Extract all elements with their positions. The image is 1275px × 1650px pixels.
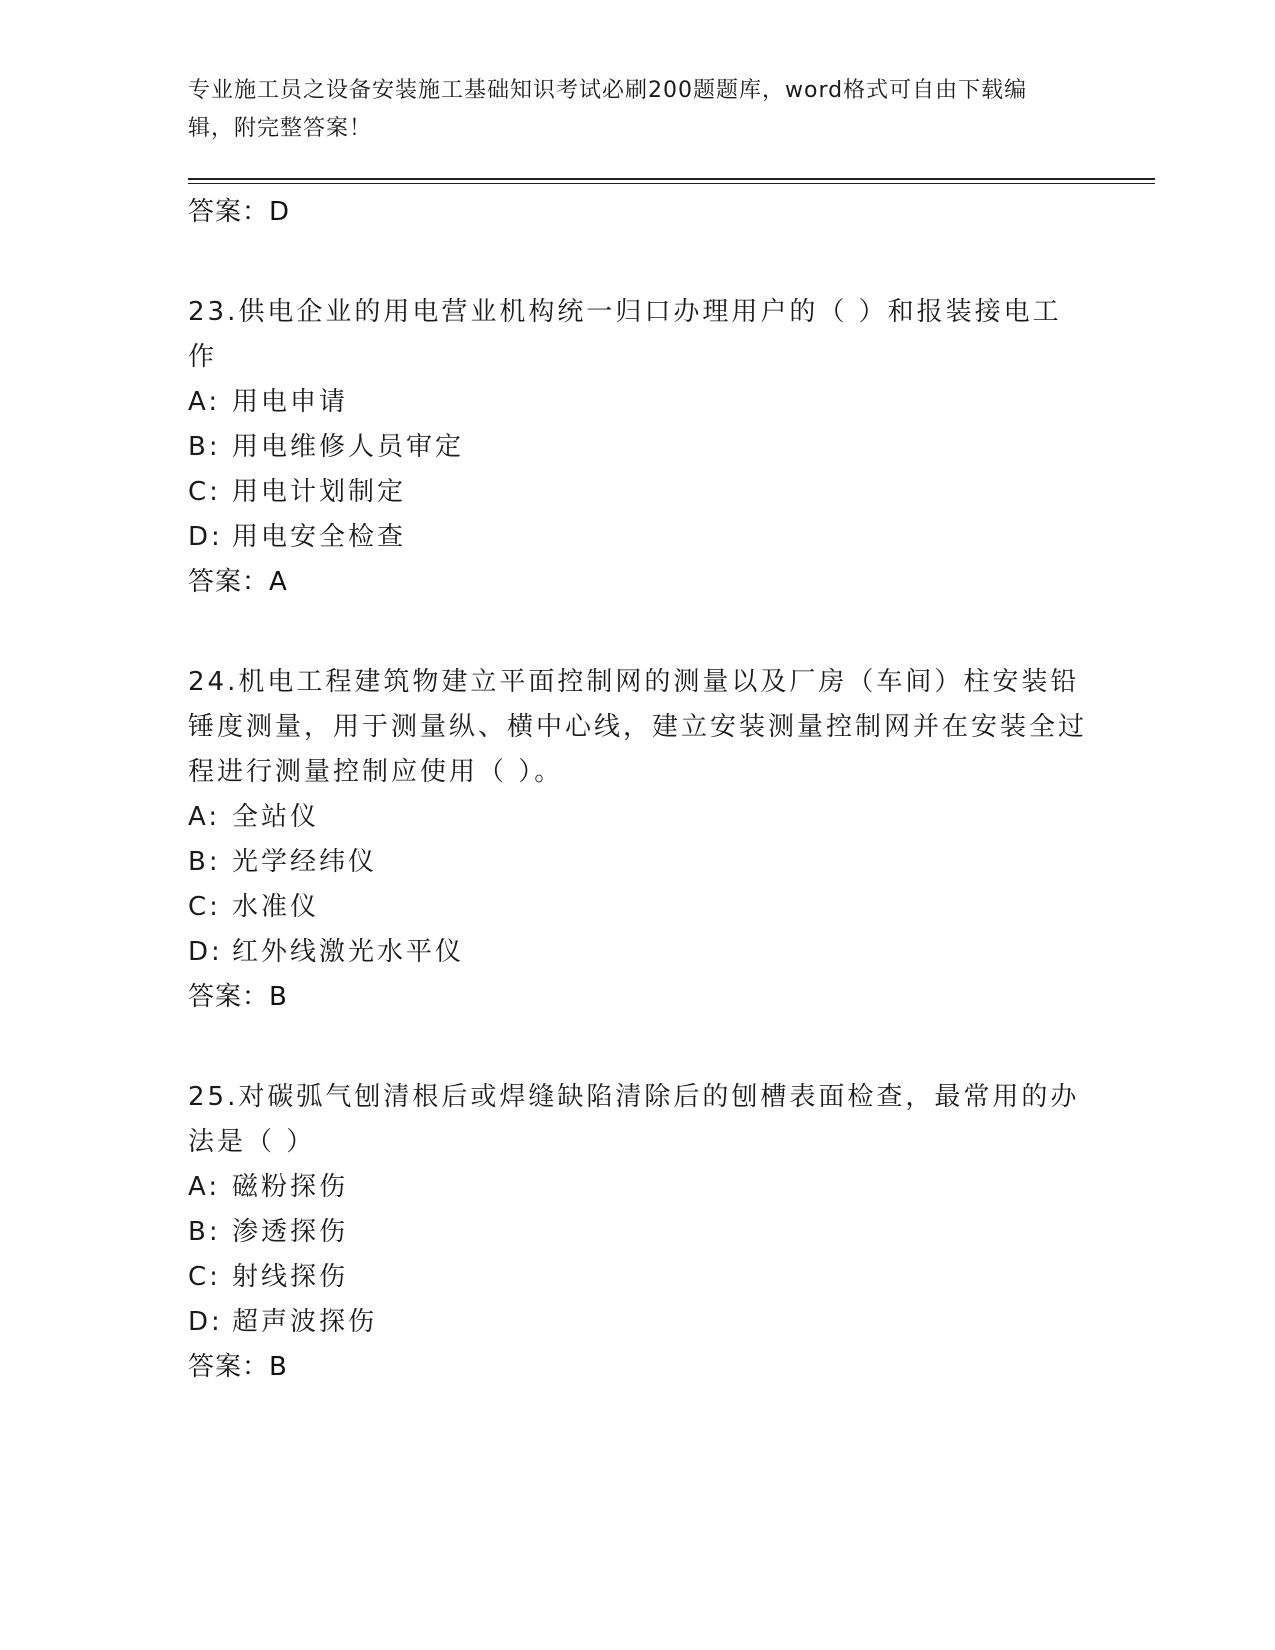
option-text: 用电申请 (232, 387, 349, 417)
option-text: 全站仪 (232, 802, 320, 832)
option-text: 射线探伤 (232, 1262, 349, 1292)
question-block-23 (188, 290, 1088, 604)
question-stem: 23.供电企业的用电营业机构统一归口办理用户的（ ）和报装接电工作 (188, 297, 1062, 372)
option-text: 用电计划制定 (232, 477, 407, 507)
option-d (188, 930, 1088, 975)
option-d (188, 515, 1088, 560)
option-text: 用电维修人员审定 (232, 432, 465, 462)
question-stem: 25.对碳弧气刨清根后或焊缝缺陷清除后的刨槽表面检查，最常用的办法是（ ） (188, 1082, 1080, 1157)
option-letter: A: (188, 1172, 221, 1202)
option-d (188, 1300, 1088, 1345)
question-stem: 24.机电工程建筑物建立平面控制网的测量以及厂房（车间）柱安装铅锤度测量，用于测量纵、横中心线，建立安装测量控制网并在安装全过程进行测量控制应使用（ ）。 (188, 667, 1088, 787)
answer-line: 答案：B (188, 982, 288, 1012)
option-text: 渗透探伤 (232, 1217, 349, 1247)
option-a (188, 795, 1088, 840)
option-b (188, 840, 1088, 885)
page-header-text: 专业施工员之设备安装施工基础知识考试必刷200题题库，word格式可自由下载编辑，附完整答案！ (188, 78, 1028, 141)
answer-line: 答案：B (188, 1352, 288, 1382)
option-letter: D: (188, 937, 223, 967)
option-text: 水准仪 (232, 892, 320, 922)
option-c (188, 1255, 1088, 1300)
question-block-24 (188, 660, 1088, 1019)
option-letter: D: (188, 522, 223, 552)
option-text: 超声波探伤 (232, 1307, 378, 1337)
option-a (188, 380, 1088, 425)
option-b (188, 1210, 1088, 1255)
option-c (188, 885, 1088, 930)
option-text: 红外线激光水平仪 (232, 937, 465, 967)
option-b (188, 425, 1088, 470)
option-letter: A: (188, 387, 221, 417)
option-letter: C: (188, 477, 221, 507)
header-divider (188, 178, 1155, 184)
answer-line: 答案：A (188, 567, 288, 597)
option-a (188, 1165, 1088, 1210)
option-c (188, 470, 1088, 515)
option-letter: B: (188, 1217, 221, 1247)
option-letter: B: (188, 432, 221, 462)
answer-line: 答案：D (188, 197, 291, 227)
option-letter: C: (188, 892, 221, 922)
option-text: 光学经纬仪 (232, 847, 378, 877)
option-letter: C: (188, 1262, 221, 1292)
question-block-25 (188, 1075, 1088, 1389)
option-letter: D: (188, 1307, 223, 1337)
option-letter: B: (188, 847, 221, 877)
option-text: 磁粉探伤 (232, 1172, 349, 1202)
option-letter: A: (188, 802, 221, 832)
question-content (188, 190, 1088, 1389)
option-text: 用电安全检查 (232, 522, 407, 552)
